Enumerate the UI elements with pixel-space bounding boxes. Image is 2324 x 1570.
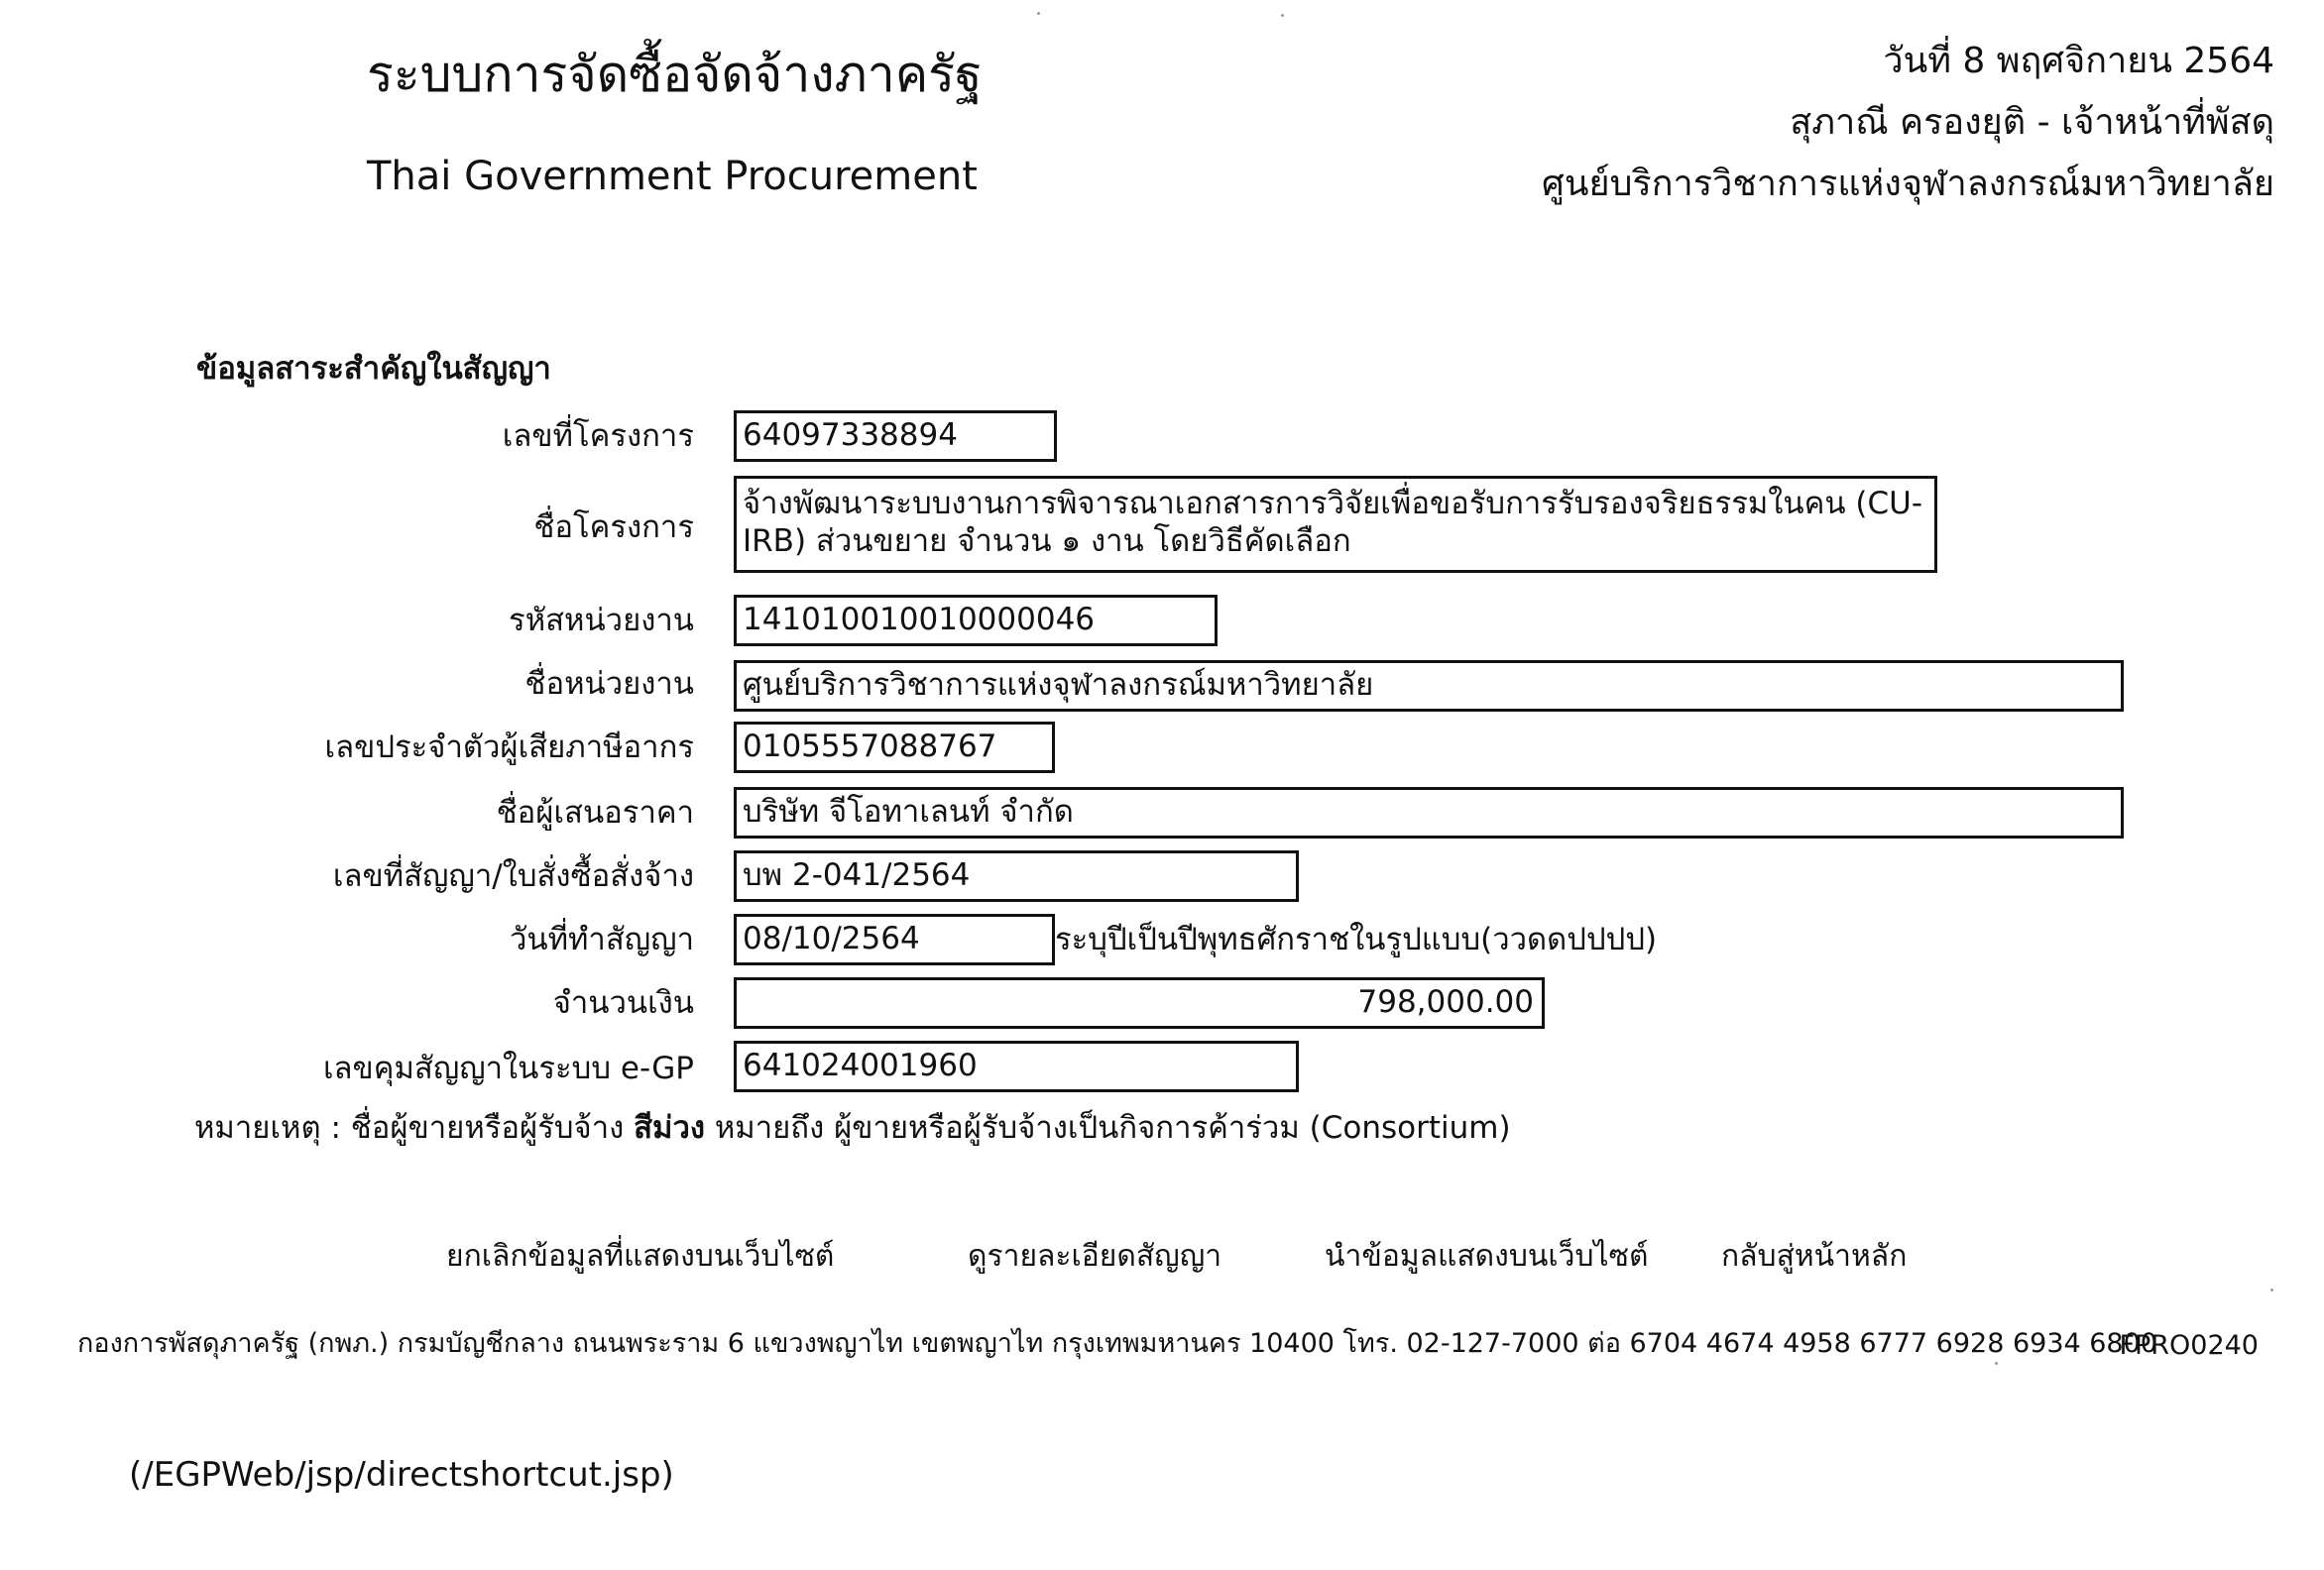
contract-no-label: เลขที่สัญญา/ใบสั่งซื้อสั่งจ้าง [332,858,694,894]
project-no-field[interactable]: 64097338894 [734,410,1057,462]
footer-address: กองการพัสดุภาครัฐ (กพภ.) กรมบัญชีกลาง ถนนพระราม 6 แขวงพญาไท เขตพญาไท กรุงเทพมหานคร 10400 โทร. 02-127-7000 ต่อ 6704 4674 4958 6777 6928 6934 6800 [77,1328,2157,1359]
footer-path: (/EGPWeb/jsp/directshortcut.jsp) [129,1455,674,1495]
section-title: ข้อมูลสาระสำคัญในสัญญา [196,351,551,387]
agency-name-label: ชื่อหน่วยงาน [524,666,694,702]
publish-button[interactable]: นำข้อมูลแสดงบนเว็บไซต์ [1325,1239,1649,1274]
header-date: วันที่ 8 พฤศจิกายน 2564 [1883,41,2274,81]
amount-field[interactable]: 798,000.00 [734,977,1545,1029]
contract-date-label: วันที่ทำสัญญา [509,922,694,957]
egp-control-no-field[interactable]: 641024001960 [734,1041,1299,1092]
contract-no-field[interactable]: บพ 2-041/2564 [734,850,1299,902]
remark-note [194,1106,1511,1150]
scan-speck [1281,14,1284,17]
header-user: สุภาณี ครองยุติ - เจ้าหน้าที่พัสดุ [1790,102,2274,143]
bidder-name-field[interactable]: บริษัท จีโอทาเลนท์ จำกัด [734,787,2124,839]
system-subtitle: Thai Government Procurement [367,154,978,199]
taxpayer-id-label: เลขประจำตัวผู้เสียภาษีอากร [324,729,694,765]
contract-date-hint: ระบุปีเป็นปีพุทธศักราชในรูปแบบ(ววดดปปปป) [1055,922,1658,957]
remark-suffix: หมายถึง ผู้ขายหรือผู้รับจ้างเป็นกิจการค้าร่วม (Consortium) [705,1110,1511,1146]
project-name-label: ชื่อโครงการ [533,509,694,545]
remark-prefix: หมายเหตุ : ชื่อผู้ขายหรือผู้รับจ้าง [194,1110,635,1146]
project-no-label: เลขที่โครงการ [502,418,694,454]
agency-code-label: รหัสหน่วยงาน [509,603,694,638]
system-title: ระบบการจัดซื้อจัดจ้างภาครัฐ [367,46,983,103]
remark-highlight: สีม่วง [634,1110,706,1146]
contract-date-field[interactable]: 08/10/2564 [734,914,1055,965]
agency-code-field[interactable]: 141010010010000046 [734,595,1218,646]
egp-control-no-label: เลขคุมสัญญาในระบบ e-GP [322,1051,694,1086]
project-name-field[interactable]: จ้างพัฒนาระบบงานการพิจารณาเอกสารการวิจัยเพื่อขอรับการรับรองจริยธรรมในคน (CU-IRB) ส่วนขยาย จำนวน ๑ งาน โดยวิธีคัดเลือก [734,476,1937,573]
view-contract-button[interactable]: ดูรายละเอียดสัญญา [968,1239,1222,1274]
home-button[interactable]: กลับสู่หน้าหลัก [1721,1239,1908,1274]
footer-page-code: FPRO0240 [2119,1330,2259,1361]
scan-speck [1995,1362,1998,1365]
amount-label: จำนวนเงิน [552,985,694,1021]
bidder-name-label: ชื่อผู้เสนอราคา [496,795,694,831]
scan-speck [2270,1289,2273,1291]
taxpayer-id-field[interactable]: 0105557088767 [734,722,1055,773]
header-organization: ศูนย์บริการวิชาการแห่งจุฬาลงกรณ์มหาวิทยาลัย [1542,164,2274,204]
agency-name-field[interactable]: ศูนย์บริการวิชาการแห่งจุฬาลงกรณ์มหาวิทยาลัย [734,660,2124,712]
scan-speck [1037,12,1040,15]
cancel-published-button[interactable]: ยกเลิกข้อมูลที่แสดงบนเว็บไซต์ [446,1239,835,1274]
